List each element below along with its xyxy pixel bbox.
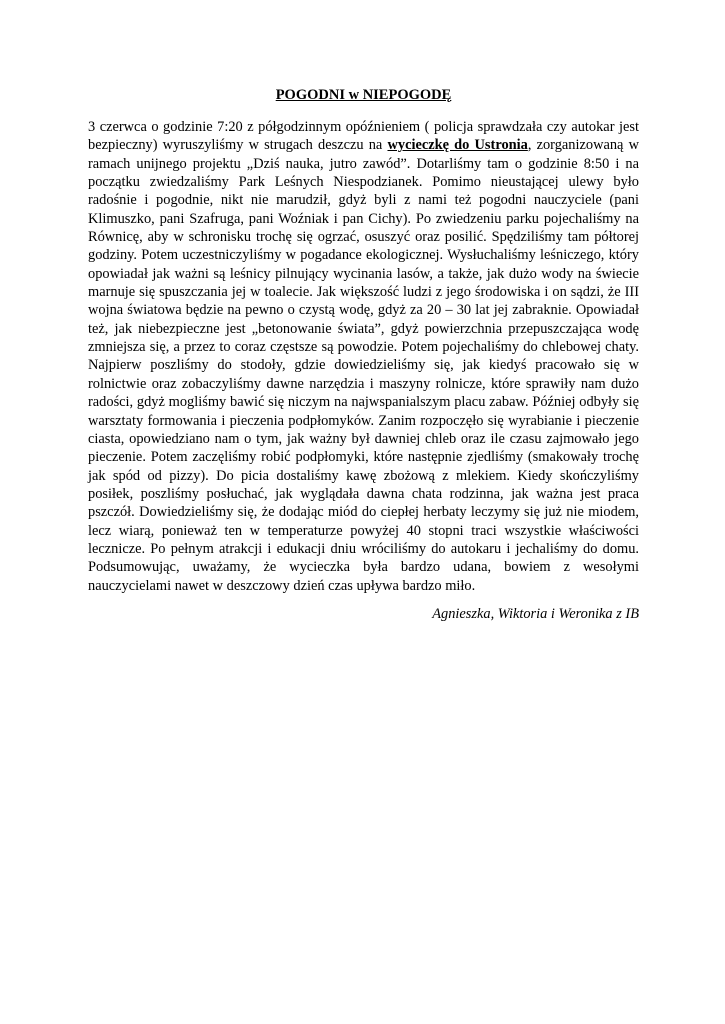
document-page [88,86,639,623]
trip-destination-highlight: wycieczkę do Ustronia [387,137,528,154]
author-signature: Agnieszka, Wiktoria i Weronika z IB [432,605,639,622]
article-paragraph [88,118,639,595]
document-title: POGODNI w NIEPOGODĘ [275,87,452,103]
paragraph-text-rest: , zorganizowaną w ramach unijnego projektu „Dziś nauka, jutro zawód”. Dotarliśmy tam o godzinie 8:50 i na początku zwiedzaliśmy Park Leśnych Niespodzianek. Pomimo nieustającej ulewy było radośnie i pogodnie, nikt nie marudził, gdyż byli z nami też pogodni nauczyciele (pani Klimuszko, pani Szafruga, pani Woźniak i pan Cichy). Po zwiedzeniu parku pojechaliśmy na Równicę, aby w schronisku trochę się ogrzać, osuszyć oraz posilić. Spędziliśmy tam półtorej godziny. Potem uczestniczyliśmy w pogadance ekologicznej. Wysłuchaliśmy leśniczego, który opowiadał jak ważni są leśnicy pilnujący wycinania lasów, a także, jak dużo wody na świecie marnuje się spuszczania jej w toalecie. Jak większość ludzi z jego środowiska i on sądzi, że III wojna światowa będzie na pewno o czystą wodę, gdyż za 20 – 30 lat jej zabraknie. Opowiadał też, jak niebezpieczne jest „betonowanie świata”, gdyż powierzchnia przepuszczająca wodę zmniejsza się, a przez to coraz częstsze są powodzie. Potem pojechaliśmy do chlebowej chaty. Najpierw poszliśmy do stodoły, gdzie dowiedzieliśmy się, jak kiedyś pracowało się w rolnictwie oraz zobaczyliśmy dawne narzędzia i maszyny rolnicze, które sprawiły nam dużo radości, gdyż mogliśmy bawić się niczym na najwspanialszym placu zabaw. Później odbyły się warsztaty formowania i pieczenia podpłomyków. Zanim rozpoczęło się wyrabianie i pieczenie ciasta, opowiedziano nam o tym, jak ważny był dawniej chleb oraz ile czasu zajmowało jego pieczenie. Potem zaczęliśmy robić podpłomyki, które następnie zjedliśmy (smakowały trochę jak spód od pizzy). Do picia dostaliśmy kawę zbożową z mlekiem. Kiedy skończyliśmy posiłek, poszliśmy posłuchać, jak wyglądała dawna chata rodzinna, jak ważna jest praca pszczół. Dowiedzieliśmy się, że dodając miód do ciepłej herbaty leczymy się już nie miodem, lecz wiarą, ponieważ ten w temperaturze powyżej 40 stopni traci wszystkie właściwości lecznicze. Po pełnym atrakcji i edukacji dniu wróciliśmy do autokaru i jechaliśmy do domu. Podsumowując, uważamy, że wycieczka była bardzo udana, bowiem z wesołymi nauczycielami nawet w deszczowy dzień czas upływa bardzo miło. [88,137,639,594]
paragraph-text-start: 3 czerwca o godzinie 7:20 z półgodzinnym opóźnieniem ( policja sprawdzała czy autokar jest bezpieczny) wyruszyliśmy w strugach deszczu na [88,119,639,154]
